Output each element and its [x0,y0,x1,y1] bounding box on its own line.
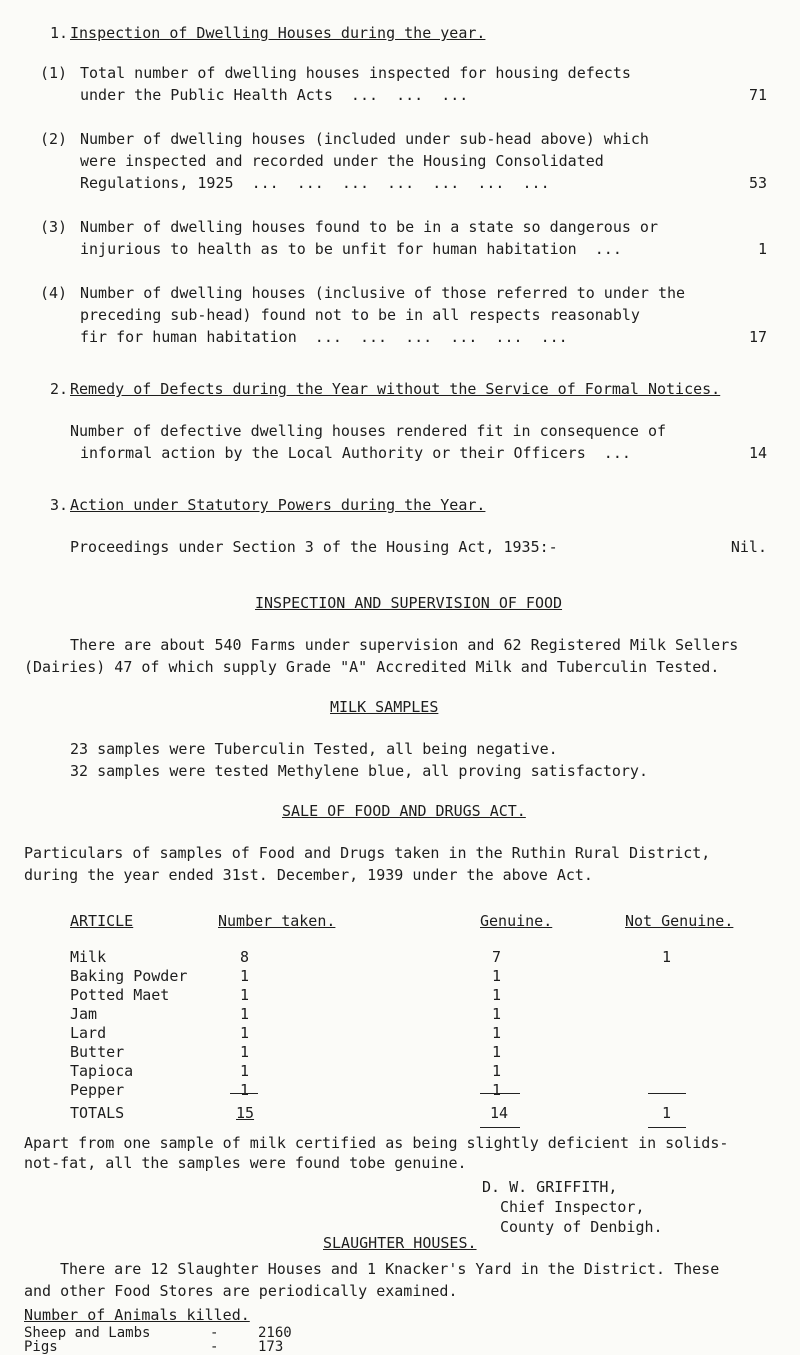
table-cell-genuine: 7 [492,948,502,966]
item-2-line-3: Regulations, 1925 ... ... ... ... ... ... ... [80,174,550,192]
totals-rule-notgenuine-top [648,1093,686,1094]
table-cell-number: 8 [240,948,250,966]
table-cell-number: 1 [240,1005,250,1023]
table-cell-genuine: 1 [492,986,502,1004]
item-2-label: (2) [40,130,68,148]
slaughter-line-1: There are 12 Slaughter Houses and 1 Knacker's Yard in the District. These [60,1260,720,1278]
item-3-label: (3) [40,218,68,236]
food-inspection-line-1: There are about 540 Farms under supervision and 62 Registered Milk Sellers [70,636,739,654]
animal-count: 2160 [258,1325,292,1341]
section-3-heading: Action under Statutory Powers during the Year. [70,496,486,514]
animal-name: Sheep and Lambs [24,1325,151,1341]
table-cell-genuine: 1 [492,1005,502,1023]
animal-dash: - [210,1325,219,1341]
item-3-value: 1 [757,240,767,258]
table-cell-article: Tapioca [70,1062,134,1080]
table-cell-number: 1 [240,1081,250,1099]
section-2-value: 14 [748,444,767,462]
table-header-article: ARTICLE [70,912,134,930]
item-2-line-1: Number of dwelling houses (included under sub-head above) which [80,130,649,148]
table-cell-number: 1 [240,1024,250,1042]
animal-count: 173 [258,1339,284,1355]
animal-dash: - [210,1339,219,1355]
food-drugs-line-1: Particulars of samples of Food and Drugs taken in the Ruthin Rural District, [24,844,711,862]
item-3-line-1: Number of dwelling houses found to be in a state so dangerous or [80,218,658,236]
item-2-value: 53 [748,174,767,192]
food-drugs-heading: SALE OF FOOD AND DRUGS ACT. [282,802,526,820]
item-1-line-1: Total number of dwelling houses inspected for housing defects [80,64,631,82]
section-3-value: Nil. [730,538,767,556]
table-cell-article: Lard [70,1024,107,1042]
signature-title: Chief Inspector, [500,1198,645,1216]
table-cell-genuine: 1 [492,967,502,985]
item-1-label: (1) [40,64,68,82]
food-drugs-line-2: during the year ended 31st. December, 1939 under the above Act. [24,866,593,884]
table-totals-not-genuine: 1 [662,1104,672,1122]
animal-name: Pigs [24,1339,58,1355]
table-cell-number: 1 [240,1062,250,1080]
section-1-number: 1. [50,24,69,42]
food-inspection-heading: INSPECTION AND SUPERVISION OF FOOD [255,594,563,612]
animals-heading: Number of Animals killed. [24,1306,250,1324]
table-cell-number: 1 [240,1043,250,1061]
section-2-line-2: informal action by the Local Authority or their Officers ... [80,444,631,462]
section-1-heading: Inspection of Dwelling Houses during the year. [70,24,486,42]
item-4-value: 17 [748,328,767,346]
table-header-number-taken: Number taken. [218,912,336,930]
totals-rule-genuine-bottom [480,1127,520,1128]
table-cell-not-genuine: 1 [662,948,672,966]
table-cell-article: Butter [70,1043,125,1061]
section-2-line-1: Number of defective dwelling houses rendered fit in consequence of [70,422,667,440]
table-cell-article: Pepper [70,1081,125,1099]
table-totals-genuine: 14 [490,1104,509,1122]
signature-county: County of Denbigh. [500,1218,663,1236]
table-cell-genuine: 1 [492,1024,502,1042]
item-1-line-2: under the Public Health Acts ... ... ... [80,86,469,104]
slaughter-line-2: and other Food Stores are periodically examined. [24,1282,458,1300]
food-drugs-note-line-1: Apart from one sample of milk certified as being slightly deficient in solids- [24,1134,729,1152]
table-cell-article: Milk [70,948,107,966]
table-header-genuine: Genuine. [480,912,553,930]
table-cell-number: 1 [240,986,250,1004]
totals-rule-notgenuine-bottom [648,1127,686,1128]
table-cell-article: Potted Maet [70,986,170,1004]
milk-samples-heading: MILK SAMPLES [330,698,439,716]
item-3-line-2: injurious to health as to be unfit for human habitation ... [80,240,622,258]
item-1-value: 71 [748,86,767,104]
milk-samples-line-2: 32 samples were tested Methylene blue, all proving satisfactory. [70,762,648,780]
table-cell-genuine: 1 [492,1062,502,1080]
section-2-heading: Remedy of Defects during the Year without the Service of Formal Notices. [70,380,721,398]
table-cell-genuine: 1 [492,1043,502,1061]
table-cell-number: 1 [240,967,250,985]
item-4-line-1: Number of dwelling houses (inclusive of those referred to under the [80,284,686,302]
food-drugs-note-line-2: not-fat, all the samples were found tobe genuine. [24,1154,467,1172]
section-2-number: 2. [50,380,69,398]
totals-rule-genuine-top [480,1093,520,1094]
food-inspection-line-2: (Dairies) 47 of which supply Grade "A" Accredited Milk and Tuberculin Tested. [24,658,720,676]
table-totals-label: TOTALS [70,1104,125,1122]
table-totals-number: 15 [236,1104,255,1122]
signature-name: D. W. GRIFFITH, [482,1178,618,1196]
item-4-label: (4) [40,284,68,302]
table-cell-genuine: 1 [492,1081,502,1099]
slaughter-heading: SLAUGHTER HOUSES. [323,1234,477,1252]
item-4-line-3: fir for human habitation ... ... ... ... ... ... [80,328,568,346]
item-2-line-2: were inspected and recorded under the Housing Consolidated [80,152,604,170]
table-header-not-genuine: Not Genuine. [625,912,734,930]
table-cell-article: Jam [70,1005,98,1023]
section-3-line: Proceedings under Section 3 of the Housing Act, 1935:- [70,538,558,556]
totals-rule-number-top [230,1093,258,1094]
section-3-number: 3. [50,496,69,514]
item-4-line-2: preceding sub-head) found not to be in all respects reasonably [80,306,640,324]
milk-samples-line-1: 23 samples were Tuberculin Tested, all being negative. [70,740,558,758]
table-cell-article: Baking Powder [70,967,188,985]
